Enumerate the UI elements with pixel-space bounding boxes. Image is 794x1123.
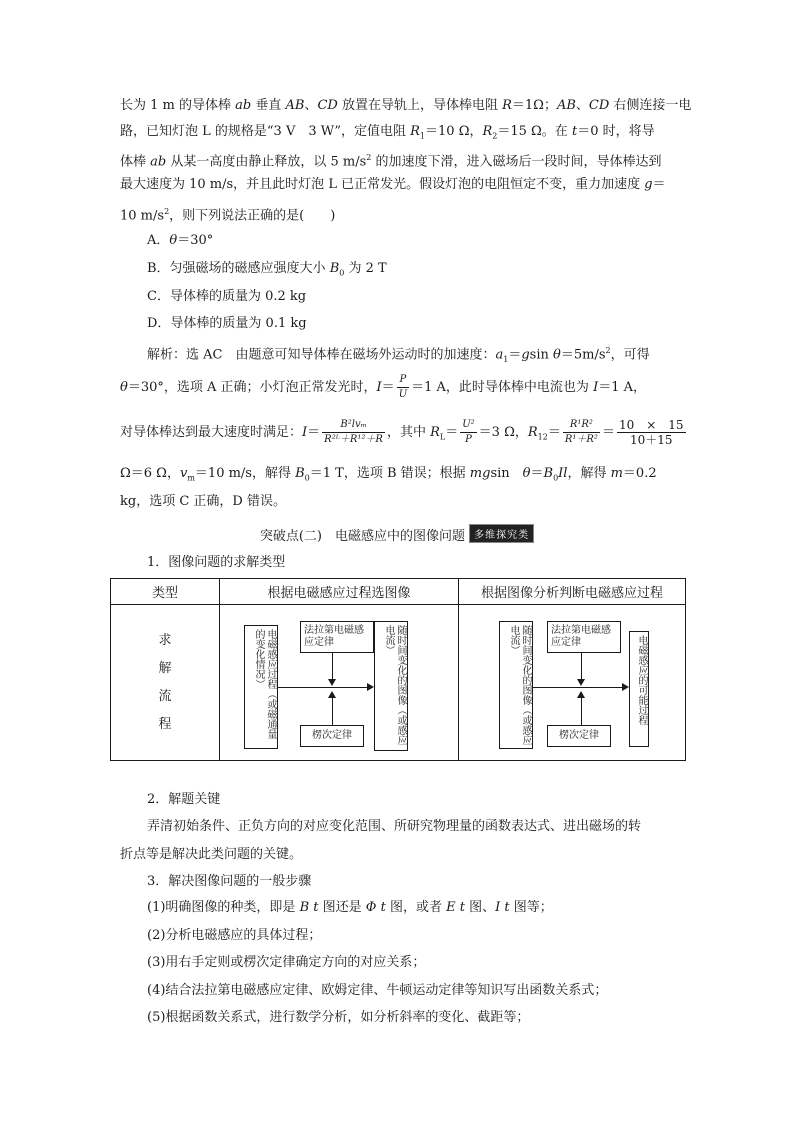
row-label-char: 程	[158, 716, 172, 732]
flow-box-faraday: 法拉第电磁感应定律	[300, 621, 374, 653]
text: 长为 1 m 的导体棒	[120, 98, 236, 113]
text: ＝30°，选项 A 正确；小灯泡正常发光时，	[127, 380, 377, 395]
text: 图还是	[318, 900, 366, 915]
var-CD: CD	[317, 98, 338, 113]
text: ＝1Ω；	[511, 98, 557, 113]
numerator: B²lvₘ	[322, 418, 385, 433]
denominator: P	[465, 434, 472, 445]
text: 的加速度下滑，进入磁场后一段时间，导体棒达到	[371, 154, 662, 170]
step-5: (5)根据函数关系式，进行数学分析，如分析斜率的变化、截距等；	[147, 1010, 530, 1025]
step-3: (3)用右手定则或楞次定律确定方向的对应关系；	[147, 955, 426, 970]
var-mg: mg	[469, 466, 491, 481]
flow-box-lenz: 楞次定律	[300, 725, 364, 747]
option-c: C．导体棒的质量为 0.2 kg	[147, 289, 307, 304]
text: ，其中	[386, 425, 431, 440]
var-a: a	[495, 347, 504, 363]
text: 右侧连接一电	[609, 98, 692, 113]
text: ＝1 T，选项 B 错误；根据	[309, 466, 470, 481]
text	[455, 900, 460, 915]
var-theta: θ	[120, 380, 128, 395]
text: ＝	[530, 466, 544, 481]
var-B: B	[543, 466, 554, 481]
left-flowchart	[220, 613, 458, 753]
flow-line	[332, 697, 333, 725]
var-R1: R	[410, 124, 420, 139]
var-I: I	[593, 380, 599, 395]
table-header-row	[111, 579, 686, 605]
problem-line-5	[120, 202, 680, 226]
var-B: B	[329, 261, 340, 276]
fraction-p-over-u	[397, 373, 409, 402]
text: ＝	[381, 380, 395, 395]
arrow-right-icon	[367, 683, 374, 691]
var-theta: θ	[553, 347, 561, 363]
text: ＝0.2	[622, 466, 657, 481]
var-phi: Φ	[365, 900, 377, 915]
var-I: I	[376, 380, 382, 395]
var-CD: CD	[588, 98, 610, 113]
superscript: 2	[164, 207, 170, 216]
arrow-down-icon	[577, 679, 585, 686]
denominator: U	[398, 389, 408, 400]
row-label-char: 流	[158, 688, 172, 704]
var-m: m	[610, 466, 623, 481]
text: ＝	[547, 425, 561, 440]
denominator: 10＋15	[629, 433, 673, 447]
flow-line	[581, 697, 582, 725]
denominator: R¹＋R²	[564, 434, 598, 445]
text: 、	[575, 98, 589, 113]
row-label-char: 解	[158, 660, 172, 676]
option-b	[147, 259, 707, 284]
text: ＝1 A，此时导体棒中电流也为	[411, 380, 594, 395]
var-t: t	[313, 900, 319, 915]
flow-box-graph: 随时间变化的图像（或感应电流）	[499, 621, 533, 749]
flow-box-faraday: 法拉第电磁感应定律	[547, 621, 621, 653]
step-4: (4)结合法拉第电磁感应定律、欧姆定律、牛顿运动定律等知识写出函数关系式；	[147, 983, 608, 998]
section-title: 突破点(二) 电磁感应中的图像问题	[259, 529, 465, 544]
arrow-up-icon	[328, 691, 336, 698]
var-g: g	[644, 177, 653, 192]
var-B: B	[299, 900, 310, 915]
text: 图，或者	[385, 900, 447, 915]
text: ＝3 Ω，	[478, 425, 528, 440]
text: ＝10 m/s，解得	[194, 466, 296, 481]
arrow-down-icon	[328, 679, 336, 686]
text: ＝	[652, 177, 666, 192]
subscript: 0	[304, 473, 310, 483]
text: ＝	[508, 347, 522, 363]
var-AB: AB	[285, 98, 305, 113]
solution-line-4	[120, 464, 680, 489]
text: ，可得	[610, 347, 650, 363]
subscript: 12	[537, 432, 548, 442]
table-header: 根据图像分析判断电磁感应过程	[459, 579, 686, 605]
text: ，解得	[567, 466, 611, 481]
step-2: (2)分析电磁感应的具体过程；	[147, 928, 322, 943]
text: ＝5m/s	[560, 347, 606, 363]
var-AB: AB	[556, 98, 576, 113]
numerator: 10 × 15	[618, 418, 684, 432]
text: ＝0 时，将导	[577, 124, 655, 139]
var-g: g	[521, 347, 530, 363]
var-I: I	[495, 900, 501, 915]
text	[376, 900, 381, 915]
text: ＝	[307, 425, 321, 440]
superscript: 2	[366, 153, 372, 162]
text: (1)明确图像的种类，即是	[147, 900, 300, 915]
text: ＝	[445, 425, 459, 440]
var-t: t	[504, 900, 510, 915]
text: ＝1 A，	[598, 380, 646, 395]
solution-line-3	[120, 418, 684, 453]
var-R2: R	[482, 124, 493, 139]
flow-box-possible-process: 电磁感应的可能过程	[629, 631, 649, 747]
text: sin	[529, 347, 554, 363]
subscript: 1	[503, 354, 509, 364]
text: 垂直	[251, 98, 286, 113]
step-1	[147, 898, 707, 918]
option-d: D．导体棒的质量为 0.1 kg	[147, 316, 307, 331]
key-line-1: 弄清初始条件、正负方向的对应变化范围、所研究物理量的函数表达式、进出磁场的转	[147, 819, 642, 834]
var-I: I	[302, 425, 308, 440]
table-header: 类型	[111, 579, 220, 605]
text: 最大速度为 10 m/s，并且此时灯泡 L 已正常发光。假设灯泡的电阻恒定不变，重力加速度	[120, 177, 645, 192]
text: 体棒	[120, 154, 151, 170]
right-flowchart-cell	[459, 605, 686, 761]
problem-line-1	[120, 96, 692, 116]
table-row	[111, 605, 686, 761]
solution-line-5: kg，选项 C 正确，D 错误。	[120, 494, 286, 509]
text: 10 m/s	[120, 208, 165, 224]
subheading-3: 3．解决图像问题的一般步骤	[147, 874, 312, 889]
var-theta: θ	[522, 466, 531, 481]
var-theta: θ	[169, 233, 178, 248]
text: 解析：选 AC 由题意可知导体棒在磁场外运动时的加速度：	[147, 347, 496, 363]
text: ，则下列说法正确的是( )	[169, 208, 336, 224]
row-label	[111, 605, 220, 761]
key-line-2: 折点等是解决此类问题的关键。	[120, 847, 303, 862]
flow-box-process: 电磁感应过程（或磁通量的变化情况）	[244, 625, 278, 749]
text: Ω＝6 Ω，	[120, 466, 180, 481]
superscript: 2	[605, 346, 611, 355]
table-header: 根据电磁感应过程选图像	[220, 579, 459, 605]
var-B: B	[295, 466, 305, 481]
flow-line	[278, 687, 368, 688]
section-badge: 多维探究类	[469, 524, 534, 543]
fraction-numeric	[617, 418, 686, 447]
numerator: R¹R²	[563, 418, 600, 433]
arrow-right-icon	[622, 683, 629, 691]
text: 路，已知灯泡 L 的规格是“3 V 3 W”，定值电阻	[120, 124, 411, 139]
fraction-parallel	[563, 418, 600, 447]
text: A．	[147, 233, 170, 248]
var-E: E	[446, 900, 456, 915]
flow-box-lenz: 楞次定律	[547, 725, 611, 747]
var-ab: ab	[150, 154, 167, 170]
text: ＝10 Ω，	[425, 124, 483, 139]
var-R: R	[502, 98, 512, 113]
denominator: R²ᴸ＋R¹²＋R	[324, 434, 383, 445]
option-a	[147, 231, 707, 251]
flow-box-graph: 随时间变化的图像（或感应电流）	[374, 621, 408, 751]
row-label-char: 求	[158, 632, 172, 648]
text: 为 2 T	[344, 261, 387, 276]
subscript: L	[439, 432, 446, 442]
arrow-up-icon	[577, 691, 585, 698]
problem-line-2	[120, 122, 680, 147]
section-heading	[0, 524, 794, 544]
var-t: t	[571, 124, 578, 139]
subscript: 0	[553, 473, 559, 483]
solution-type-table	[110, 578, 686, 761]
fraction-u2-over-p	[460, 418, 476, 447]
solution-line-1	[147, 341, 707, 370]
flow-line	[332, 653, 333, 679]
text	[309, 900, 314, 915]
text: ＝	[601, 425, 615, 440]
left-flowchart-cell	[220, 605, 459, 761]
subheading-2: 2．解题关键	[147, 792, 221, 807]
text: sin	[490, 466, 523, 481]
var-ab: ab	[235, 98, 252, 113]
flow-line	[581, 653, 582, 679]
subscript: 2	[492, 131, 498, 141]
text: 、	[304, 98, 318, 113]
solution-line-2	[120, 373, 680, 402]
problem-line-4	[120, 175, 680, 195]
text: B．匀强磁场的磁感应强度大小	[147, 261, 330, 276]
var-R: R	[430, 425, 440, 440]
text	[500, 900, 505, 915]
subscript: m	[187, 473, 195, 483]
var-R12: R	[527, 425, 538, 440]
right-flowchart	[459, 613, 685, 753]
text: 图、	[464, 900, 496, 915]
subscript: 1	[419, 131, 426, 141]
numerator: P	[397, 373, 409, 388]
var-v: v	[179, 466, 188, 481]
text: 从某一高度由静止释放，以 5 m/s	[166, 154, 367, 170]
var-t: t	[459, 900, 465, 915]
var-Il: Il	[558, 466, 568, 481]
flow-line	[533, 687, 623, 688]
text: 图等；	[509, 900, 553, 915]
problem-line-3	[120, 148, 680, 172]
subscript: 0	[339, 268, 345, 278]
text: ＝15 Ω。在	[497, 124, 572, 139]
text: ＝30°	[177, 233, 214, 248]
text: 放置在导轨上，导体棒电阻	[337, 98, 503, 113]
numerator: U²	[460, 418, 476, 433]
fraction-current	[322, 418, 385, 447]
text: 对导体棒达到最大速度时满足：	[120, 425, 303, 440]
subheading-1: 1．图像问题的求解类型	[147, 555, 286, 570]
var-t: t	[380, 900, 386, 915]
